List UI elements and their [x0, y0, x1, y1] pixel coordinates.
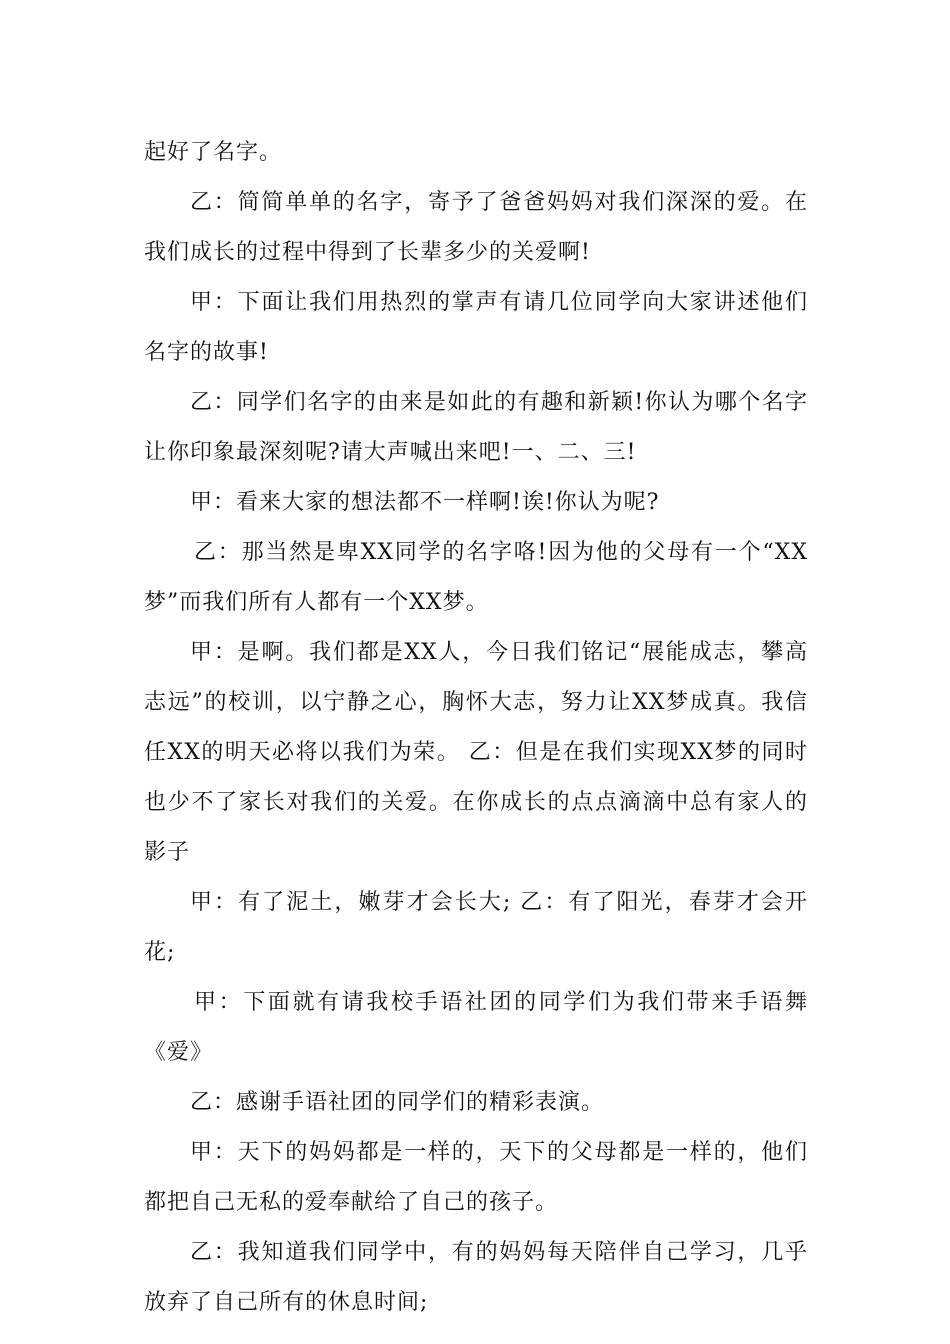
document-body [144, 128, 808, 1328]
paragraph: 甲：是啊。我们都是XX人，今日我们铭记“展能成志，攀高志远”的校训，以宁静之心，胸怀大志，努力让XX梦成真。我信任XX的明天必将以我们为荣。 乙：但是在我们实现XX梦的同时也少不了家长对我们的关爱。在你成长的点点滴滴中总有家人的影子 [144, 640, 808, 865]
paragraph: 甲：下面就有请我校手语社团的同学们为我们带来手语舞《爱》 [144, 990, 808, 1065]
paragraph: 乙：我知道我们同学中，有的妈妈每天陪伴自己学习，几乎放弃了自己所有的休息时间; [144, 1240, 808, 1315]
paragraph: 甲：有了泥土，嫩芽才会长大; 乙：有了阳光，春芽才会开花; [144, 890, 808, 965]
paragraph: 乙：同学们名字的由来是如此的有趣和新颖!你认为哪个名字让你印象最深刻呢?请大声喊出来吧!一、二、三! [144, 390, 808, 465]
paragraph: 甲：天下的妈妈都是一样的，天下的父母都是一样的，他们都把自己无私的爱奉献给了自己的孩子。 [144, 1140, 808, 1215]
paragraph-continuation: 起好了名字。 [144, 140, 283, 165]
paragraph: 乙：简简单单的名字，寄予了爸爸妈妈对我们深深的爱。在我们成长的过程中得到了长辈多少的关爱啊! [144, 190, 808, 265]
paragraph: 乙：那当然是卑XX同学的名字咯!因为他的父母有一个“XX梦”而我们所有人都有一个XX梦。 [144, 540, 808, 615]
paragraph: 甲：看来大家的想法都不一样啊!诶!你认为呢? [190, 490, 660, 515]
paragraph: 甲：下面让我们用热烈的掌声有请几位同学向大家讲述他们名字的故事! [144, 290, 808, 365]
paragraph: 乙：感谢手语社团的同学们的精彩表演。 [190, 1090, 605, 1115]
